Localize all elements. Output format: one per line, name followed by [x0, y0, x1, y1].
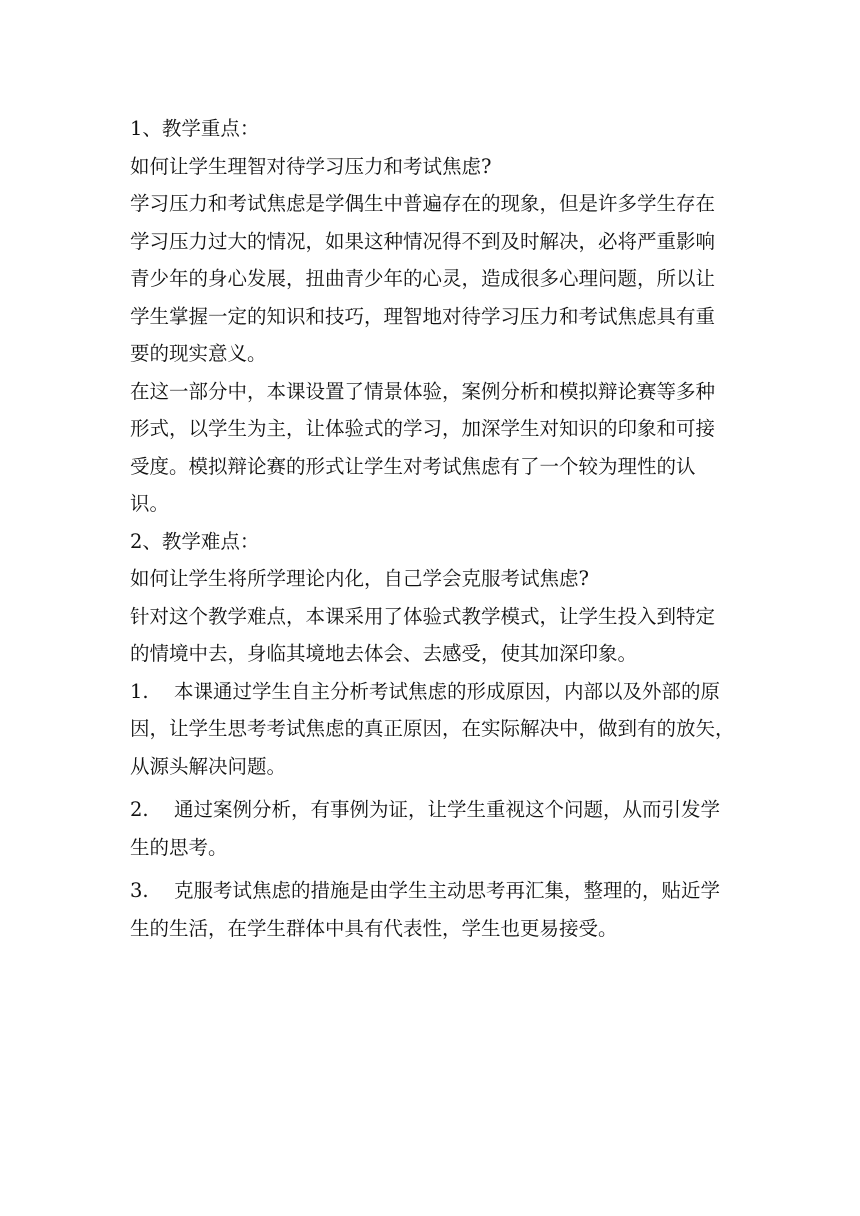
- list-item-line: 生的思考。: [130, 835, 228, 859]
- list-item: [130, 872, 730, 947]
- paragraph-line: 学生掌握一定的知识和技巧，理智地对待学习压力和考试焦虑具有重: [130, 304, 716, 328]
- document-page: [130, 110, 735, 947]
- list-item-text: 克服考试焦虑的措施是由学生主动思考再汇集，整理的，贴近学: [174, 879, 721, 902]
- paragraph-line: 形式，以学生为主，让体验式的学习，加深学生对知识的印象和可接: [130, 417, 716, 440]
- paragraph-line: 要的现实意义。: [130, 342, 267, 365]
- list-number: 3.: [130, 879, 149, 902]
- heading-teaching-focus: 1、教学重点：: [130, 117, 260, 140]
- numbered-list: [130, 673, 735, 948]
- list-item: [130, 673, 735, 786]
- question-focus: 如何让学生理智对待学习压力和考试焦虑?: [130, 154, 492, 178]
- list-item-text: 通过案例分析，有事例为证，让学生重视这个问题，从而引发学: [174, 798, 721, 821]
- list-item-text: 本课通过学生自主分析考试焦虑的形成原因，内部以及外部的原: [174, 679, 721, 703]
- list-item-line: 生的生活，在学生群体中具有代表性，学生也更易接受。: [130, 916, 618, 940]
- paragraph-line: 受度。模拟辩论赛的形式让学生对考试焦虑有了一个较为理性的认: [130, 454, 696, 478]
- heading-teaching-difficulty: 2、教学难点：: [130, 529, 260, 553]
- list-number: 2.: [130, 798, 149, 821]
- paragraph-line: 学习压力过大的情况，如果这种情况得不到及时解决，必将严重影响: [130, 229, 716, 253]
- list-item-line: 从源头解决问题。: [130, 754, 287, 778]
- paragraph-line: 青少年的身心发展，扭曲青少年的心灵，造成很多心理问题，所以让: [130, 267, 716, 290]
- paragraph-line: 的情境中去，身临其境地去体会、去感受，使其加深印象。: [130, 642, 638, 665]
- list-item: [130, 791, 730, 866]
- paragraph-line: 针对这个教学难点，本课采用了体验式教学模式，让学生投入到特定: [130, 604, 716, 628]
- list-item-line: 因，让学生思考考试焦虑的真正原因，在实际解决中，做到有的放矢，: [130, 717, 735, 740]
- question-difficulty: 如何让学生将所学理论内化，自己学会克服考试焦虑?: [130, 567, 589, 590]
- paragraph-focus-explanation: [130, 185, 730, 373]
- paragraph-line: 在这一部分中，本课设置了情景体验，案例分析和模拟辩论赛等多种: [130, 379, 716, 403]
- list-number: 1.: [130, 679, 149, 703]
- paragraph-focus-method: [130, 373, 730, 523]
- paragraph-line: 学习压力和考试焦虑是学偶生中普遍存在的现象，但是许多学生存在: [130, 192, 716, 215]
- paragraph-difficulty-explanation: [130, 598, 730, 673]
- paragraph-line: 识。: [130, 492, 170, 515]
